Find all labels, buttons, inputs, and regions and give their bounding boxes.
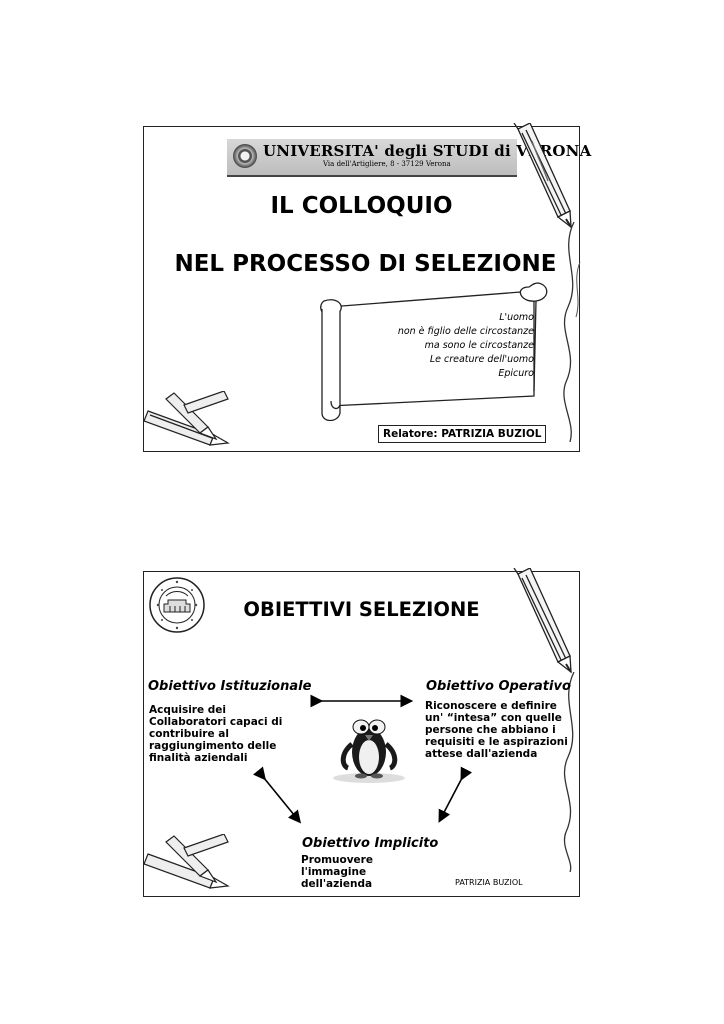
double-arrow-icon bbox=[440, 778, 462, 820]
objective-institutional-heading: Obiettivo Istituzionale bbox=[148, 679, 312, 694]
crossed-pencils-icon bbox=[144, 391, 234, 453]
university-address: Via dell'Artigliere, 8 - 37129 Verona bbox=[323, 160, 451, 168]
university-banner bbox=[227, 139, 592, 177]
page-subtitle: NEL PROCESSO DI SELEZIONE bbox=[174, 251, 557, 277]
page-title: IL COLLOQUIO bbox=[270, 193, 453, 219]
page-title: OBIETTIVI SELEZIONE bbox=[243, 598, 480, 621]
crossed-pencils-icon bbox=[144, 834, 234, 896]
slide-author: PATRIZIA BUZIOL bbox=[455, 878, 523, 887]
quote-line: L'uomo bbox=[499, 312, 534, 323]
quote-line: Le creature dell'uomo bbox=[429, 354, 534, 365]
objective-implicit-text: Promuovere l'immagine dell'azienda bbox=[301, 854, 373, 890]
quote-line: ma sono le circostanze bbox=[424, 340, 534, 351]
epicuro-quote bbox=[344, 311, 534, 381]
double-arrow-icon bbox=[264, 778, 299, 821]
relatore-box: Relatore: PATRIZIA BUZIOL bbox=[378, 425, 546, 443]
objective-institutional-text: Acquisire dei Collaboratori capaci di contribuire al raggiungimento delle finalità aziendali bbox=[149, 704, 283, 764]
objective-operative-text: Riconoscere e definire un' “intesa” con quelle persone che abbiano i requisiti e le aspirazioni attese dall'azienda bbox=[425, 700, 568, 760]
university-seal-icon bbox=[233, 144, 257, 168]
slide-2 bbox=[143, 571, 580, 897]
slide-1 bbox=[143, 126, 592, 452]
university-name: UNIVERSITA' degli STUDI di VERONA bbox=[263, 142, 592, 160]
objective-implicit-heading: Obiettivo Implicito bbox=[302, 836, 439, 851]
quote-line: non è figlio delle circostanze bbox=[397, 326, 534, 337]
penguin-icon bbox=[328, 714, 410, 784]
objective-operative-heading: Obiettivo Operativo bbox=[426, 679, 571, 694]
quote-author: Epicuro bbox=[498, 368, 534, 379]
